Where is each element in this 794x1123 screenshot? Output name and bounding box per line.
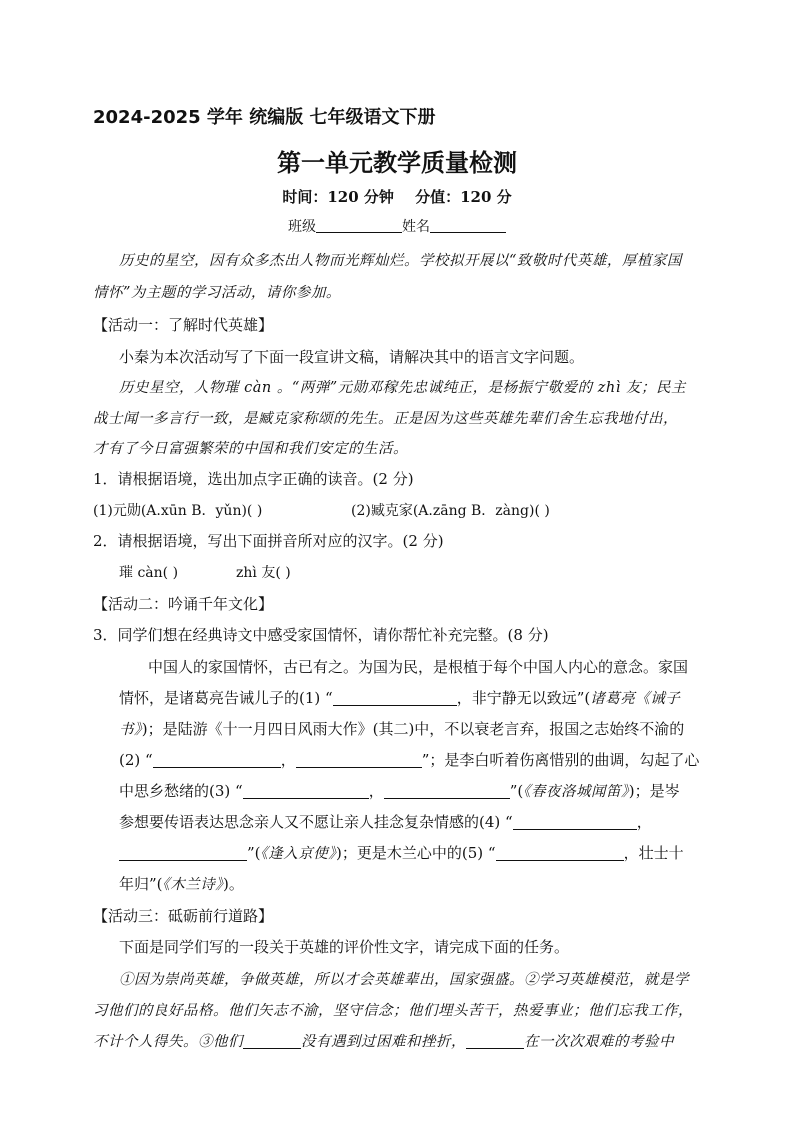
q3-para-line-1: 中国人的家国情怀，古已有之。为国为民，是根植于每个中国人内心的意念。家国 <box>148 658 689 676</box>
q3-source: 《逢入京使》 <box>260 846 337 862</box>
page-title: 第一单元教学质量检测 <box>277 149 517 177</box>
exam-info <box>0 186 794 207</box>
q3-source: 《木兰诗》 <box>162 877 224 893</box>
activity3-heading: 【活动三：砥砺前行道路】 <box>93 907 274 925</box>
q2-item-a[interactable]: 璀 càn( ) <box>119 565 179 581</box>
q3-text: )。 <box>223 875 244 893</box>
q3-text: 参想要传语表达思念亲人又不愿让亲人挂念复杂情感的(4) “ <box>119 813 513 831</box>
activity1-lead: 小秦为本次活动写了下面一段宣讲文稿，请解决其中的语言文字问题。 <box>119 348 585 366</box>
exam-time: 时间：120 分钟 <box>282 188 394 206</box>
activity3-text: 不计个人得失。③他们 <box>93 1034 243 1050</box>
blank-activity3-2[interactable] <box>466 1033 524 1049</box>
intro-line-2: 情怀”为主题的学习活动，请你参加。 <box>93 285 341 301</box>
blank-1[interactable] <box>333 690 457 706</box>
q3-para-line-2 <box>119 687 680 708</box>
q3-text: ，壮士十 <box>623 844 684 862</box>
blank-3a[interactable] <box>243 783 369 799</box>
q3-text: 中思乡愁绪的(3) “ <box>119 782 243 800</box>
blank-2b[interactable] <box>296 752 422 768</box>
activity3-lead: 下面是同学们写的一段关于英雄的评价性文字，请完成下面的任务。 <box>119 938 570 956</box>
q3-text: 情怀，是诸葛亮告诫儿子的(1) “ <box>119 689 333 707</box>
q3-para-line-6 <box>119 811 652 832</box>
question-1: 1．请根据语境，选出加点字正确的读音。(2 分) <box>93 470 414 488</box>
activity1-heading: 【活动一：了解时代英雄】 <box>93 316 274 334</box>
class-label: 班级 <box>288 219 316 235</box>
q3-text: 年归”( <box>119 875 163 893</box>
activity3-passage-3 <box>93 1030 674 1051</box>
q3-text: )；是陆游《十一月四日风雨大作》(其二)中，不以衰老言弃，报国之志始终不渝的 <box>141 720 685 738</box>
q3-para-line-5 <box>119 780 680 801</box>
q1-option-b[interactable]: (2)臧克家(A.zāng B．zàng)( ) <box>351 503 550 519</box>
blank-5[interactable] <box>496 845 624 861</box>
activity3-passage-1: ①因为崇尚英雄，争做英雄，所以才会英雄辈出，国家强盛。②学习英雄模范，就是学 <box>119 972 689 988</box>
q3-para-line-7 <box>119 842 684 863</box>
question-3: 3．同学们想在经典诗文中感受家国情怀，请你帮忙补充完整。(8 分) <box>93 626 549 644</box>
q3-text: ， <box>280 751 296 769</box>
q3-text: ”( <box>247 844 261 862</box>
q3-para-line-3 <box>119 718 684 739</box>
activity1-passage-3: 才有了今日富强繁荣的中国和我们安定的生活。 <box>93 441 408 457</box>
name-blank[interactable] <box>430 218 506 233</box>
activity1-passage-1: 历史星空，人物璀 càn 。“两弹”元勋邓稼先忠诚纯正，是杨振宁敬爱的 zhì 友；民主 <box>119 380 686 396</box>
activity3-text: 没有遇到过困难和挫折， <box>301 1034 466 1050</box>
q3-source: 《春夜洛城闻笛》 <box>523 784 629 800</box>
activity2-heading: 【活动二：吟诵千年文化】 <box>93 595 274 613</box>
document-header: 2024-2025 学年 统编版 七年级语文下册 <box>93 107 436 128</box>
activity3-text: 在一次次艰难的考验中 <box>524 1034 674 1050</box>
class-blank[interactable] <box>316 218 402 233</box>
q3-text: ， <box>636 813 652 831</box>
blank-activity3-1[interactable] <box>243 1033 301 1049</box>
q3-source: 书》 <box>119 722 142 738</box>
q2-item-b[interactable]: zhì 友( ) <box>236 565 291 581</box>
blank-4b[interactable] <box>119 845 247 861</box>
q3-para-line-8 <box>119 873 244 894</box>
q3-text: ， <box>368 782 384 800</box>
q3-source: 诸葛亮《诫子 <box>590 691 681 707</box>
q3-para-line-4 <box>119 749 699 770</box>
class-name-line <box>0 216 794 236</box>
blank-4a[interactable] <box>513 814 637 830</box>
q3-text: ”( <box>509 782 524 800</box>
name-label: 姓名 <box>402 219 430 235</box>
q3-text: )；更是木兰心中的(5) “ <box>336 844 496 862</box>
question-2: 2．请根据语境，写出下面拼音所对应的汉字。(2 分) <box>93 532 444 550</box>
activity1-passage-2: 战士闻一多言行一致，是臧克家称颂的先生。正是因为这些英雄先辈们舍生忘我地付出， <box>93 411 678 427</box>
q3-text: ”；是李白听着伤离惜别的曲调，勾起了心 <box>421 751 700 769</box>
q3-text: ，非宁静无以致远”( <box>456 689 591 707</box>
exam-score: 分值：120 分 <box>415 188 512 206</box>
activity3-passage-2: 习他们的良好品格。他们矢志不渝，坚守信念；他们埋头苦干，热爱事业；他们忘我工作， <box>93 1003 693 1019</box>
q3-text: (2) “ <box>119 751 153 769</box>
blank-2a[interactable] <box>153 752 281 768</box>
blank-3b[interactable] <box>384 783 510 799</box>
q3-text: )；是岑 <box>628 782 680 800</box>
q1-option-a[interactable]: (1)元勋(A.xūn B．yǔn)( ) <box>93 503 263 519</box>
intro-line-1: 历史的星空，因有众多杰出人物而光辉灿烂。学校拟开展以“致敬时代英雄，厚植家国 <box>119 253 682 269</box>
